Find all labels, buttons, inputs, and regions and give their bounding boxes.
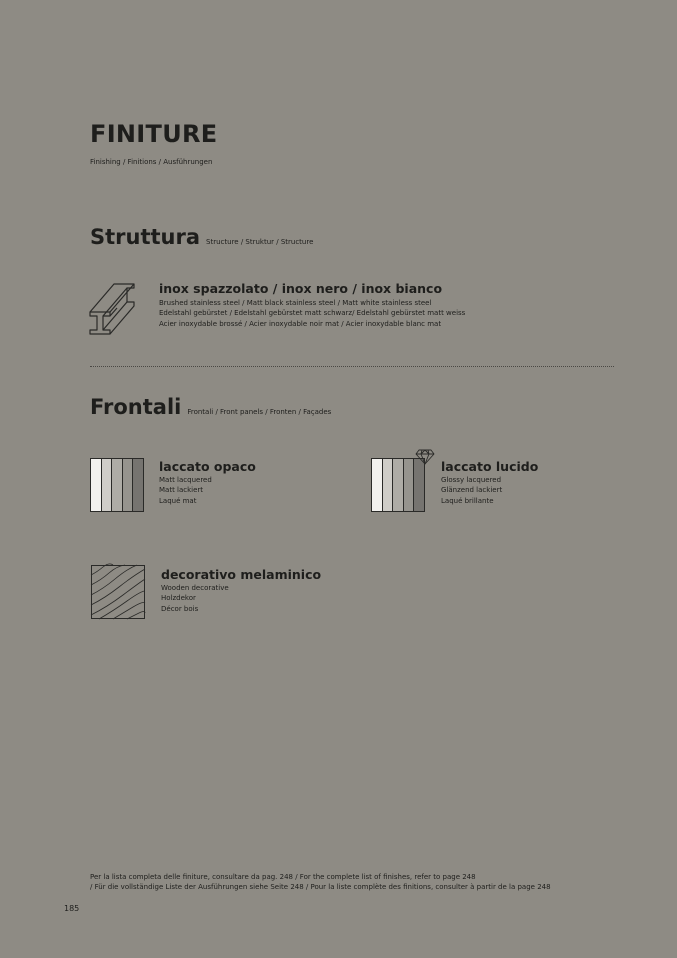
item-title: laccato lucido <box>441 459 539 474</box>
diamond-icon <box>415 448 435 466</box>
steel-beam-icon <box>88 280 138 338</box>
section-divider <box>90 366 614 367</box>
swatch-stripe <box>404 459 415 511</box>
finish-item-decorativo-melaminico <box>161 569 321 614</box>
section-heading-frontali <box>90 395 331 419</box>
item-desc-fr: Décor bois <box>161 604 199 613</box>
item-desc-de: Matt lackiert <box>159 486 204 494</box>
finish-item-inox <box>159 283 465 329</box>
page-number: 185 <box>64 904 80 913</box>
finish-item-laccato-opaco <box>159 461 256 506</box>
page-title: FINITURE <box>90 120 218 148</box>
section-title: Frontali <box>90 395 182 419</box>
wood-grain-icon <box>91 565 145 619</box>
item-desc-de: Glänzend lackiert <box>441 486 503 494</box>
item-desc-fr: Laqué mat <box>159 496 197 505</box>
item-desc-en: Glossy lacquered <box>441 475 502 484</box>
finish-item-laccato-lucido <box>441 461 538 506</box>
section-subtitle: Frontali / Front panels / Fronten / Façades <box>187 408 332 416</box>
swatch-stripe <box>102 459 113 511</box>
footer-note <box>90 872 551 892</box>
item-desc-de: Edelstahl gebürstet / Edelstahl gebürstet matt schwarz/ Edelstahl gebürstet matt weiss <box>159 309 466 317</box>
swatch-stripe <box>123 459 134 511</box>
section-title: Struttura <box>90 225 201 249</box>
swatch-stripe <box>383 459 394 511</box>
item-title: laccato opaco <box>159 459 256 474</box>
swatch-stripe <box>414 459 424 511</box>
section-subtitle: Structure / Struktur / Structure <box>206 238 314 246</box>
item-title: decorativo melaminico <box>161 567 322 582</box>
color-swatch-icon <box>90 458 144 512</box>
swatch-stripe <box>393 459 404 511</box>
item-desc-de: Holzdekor <box>161 594 196 602</box>
item-desc-fr: Acier inoxydable brossé / Acier inoxydable noir mat / Acier inoxydable blanc mat <box>159 319 442 328</box>
section-heading-struttura <box>90 225 313 249</box>
swatch-stripe <box>372 459 383 511</box>
swatch-stripe <box>133 459 143 511</box>
item-desc-fr: Laqué brillante <box>441 496 494 505</box>
page-subtitle: Finishing / Finitions / Ausführungen <box>90 158 213 166</box>
footer-line: Per la lista completa delle finiture, consultare da pag. 248 / For the complete list of finishes, refer to page 248 <box>90 873 476 881</box>
item-title: inox spazzolato / inox nero / inox bianco <box>159 281 443 296</box>
swatch-stripe <box>112 459 123 511</box>
footer-line: / Für die vollständige Liste der Ausführungen siehe Seite 248 / Pour la liste complète des finitions, consulter à partir de la page 248 <box>90 883 551 891</box>
swatch-stripe <box>91 459 102 511</box>
item-desc-en: Wooden decorative <box>161 583 229 592</box>
color-swatch-icon <box>371 458 425 512</box>
item-desc-en: Brushed stainless steel / Matt black stainless steel / Matt white stainless steel <box>159 298 432 307</box>
item-desc-en: Matt lacquered <box>159 475 212 484</box>
